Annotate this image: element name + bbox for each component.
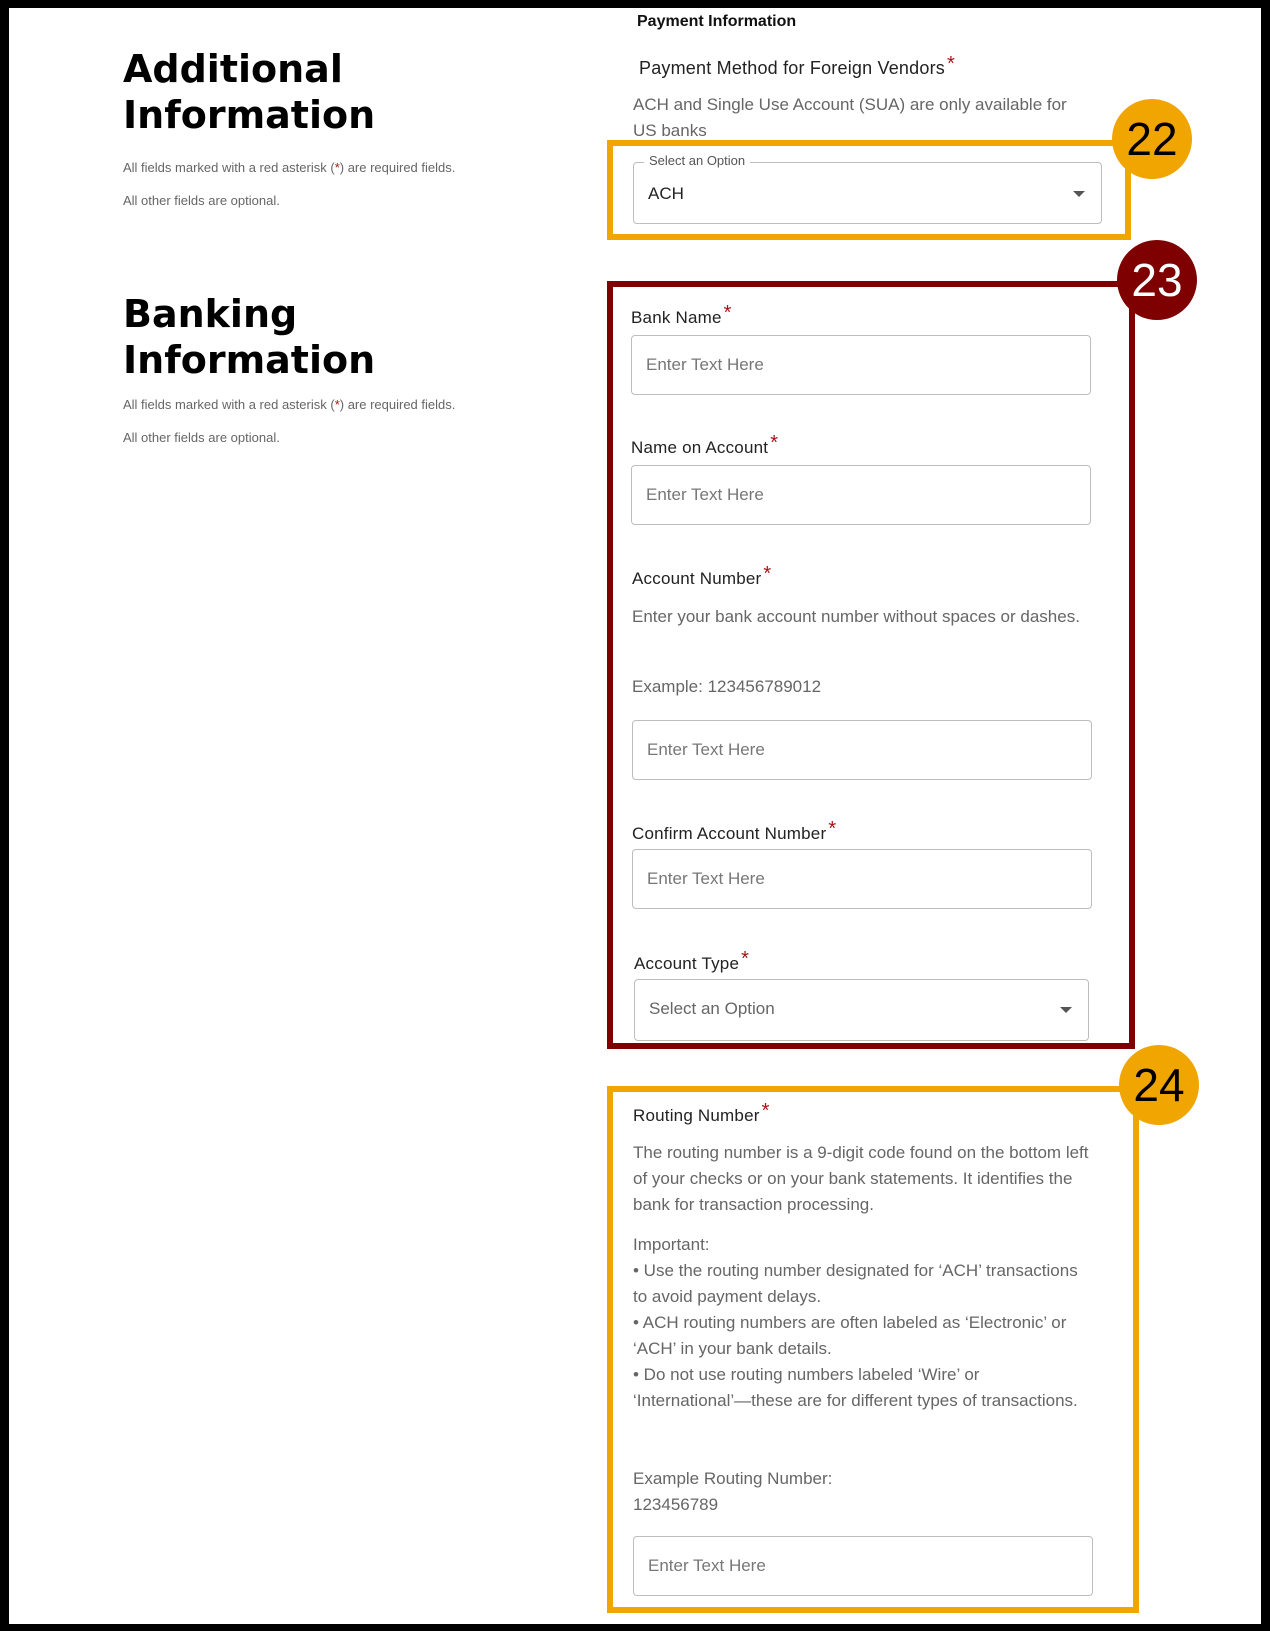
name-on-account-label: Name on Account * — [631, 432, 779, 457]
callout-badge-23: 23 — [1117, 240, 1197, 320]
routing-bullet: • Use the routing number designated for ‘ACH’ transactions to avoid payment delays. — [633, 1261, 1078, 1306]
routing-example-value: 123456789 — [633, 1495, 719, 1514]
routing-number-label: Routing Number * — [633, 1100, 770, 1125]
banking-info-title: Banking Information — [123, 292, 376, 382]
routing-bullet: • Do not use routing numbers labeled ‘Wire’ or ‘International’—these are for different types of transactions. — [633, 1365, 1078, 1410]
callout-box-24 — [607, 1086, 1139, 1613]
payment-method-help: ACH and Single Use Account (SUA) are only available for US banks — [633, 95, 1067, 140]
routing-example-label: Example Routing Number: — [633, 1469, 833, 1488]
select-floating-label: Select an Option — [644, 153, 750, 168]
callout-box-22 — [607, 140, 1131, 240]
routing-number-help: The routing number is a 9-digit code found on the bottom left of your checks or on your bank statements. It identifies the bank for transaction processing. — [633, 1143, 1089, 1214]
payment-info-heading: Payment Information — [637, 13, 797, 30]
banking-info-section — [123, 291, 483, 447]
account-number-label: Account Number * — [632, 563, 772, 588]
payment-method-value: ACH — [648, 184, 684, 203]
required-fields-note: All fields marked with a red asterisk (*) are required fields. — [123, 397, 456, 412]
callout-badge-24: 24 — [1119, 1045, 1199, 1125]
routing-important-heading: Important: — [633, 1235, 710, 1254]
optional-fields-note: All other fields are optional. — [123, 193, 280, 208]
form-page — [9, 8, 1261, 1624]
required-fields-note: All fields marked with a red asterisk (*) are required fields. — [123, 160, 456, 175]
callout-box-23 — [607, 281, 1135, 1049]
bank-name-label: Bank Name * — [631, 302, 732, 327]
optional-fields-note: All other fields are optional. — [123, 430, 280, 445]
account-number-help: Enter your bank account number without spaces or dashes. — [632, 607, 1080, 626]
additional-info-section — [123, 46, 483, 210]
payment-method-label: Payment Method for Foreign Vendors * — [639, 53, 955, 78]
confirm-account-number-label: Confirm Account Number * — [632, 818, 837, 843]
callout-badge-22: 22 — [1112, 99, 1192, 179]
additional-info-title: Additional Information — [123, 47, 376, 137]
routing-bullet: • ACH routing numbers are often labeled as ‘Electronic’ or ‘ACH’ in your bank details. — [633, 1313, 1067, 1358]
account-type-placeholder: Select an Option — [649, 999, 775, 1018]
account-type-label: Account Type * — [634, 948, 750, 973]
account-number-example: Example: 123456789012 — [632, 677, 822, 696]
